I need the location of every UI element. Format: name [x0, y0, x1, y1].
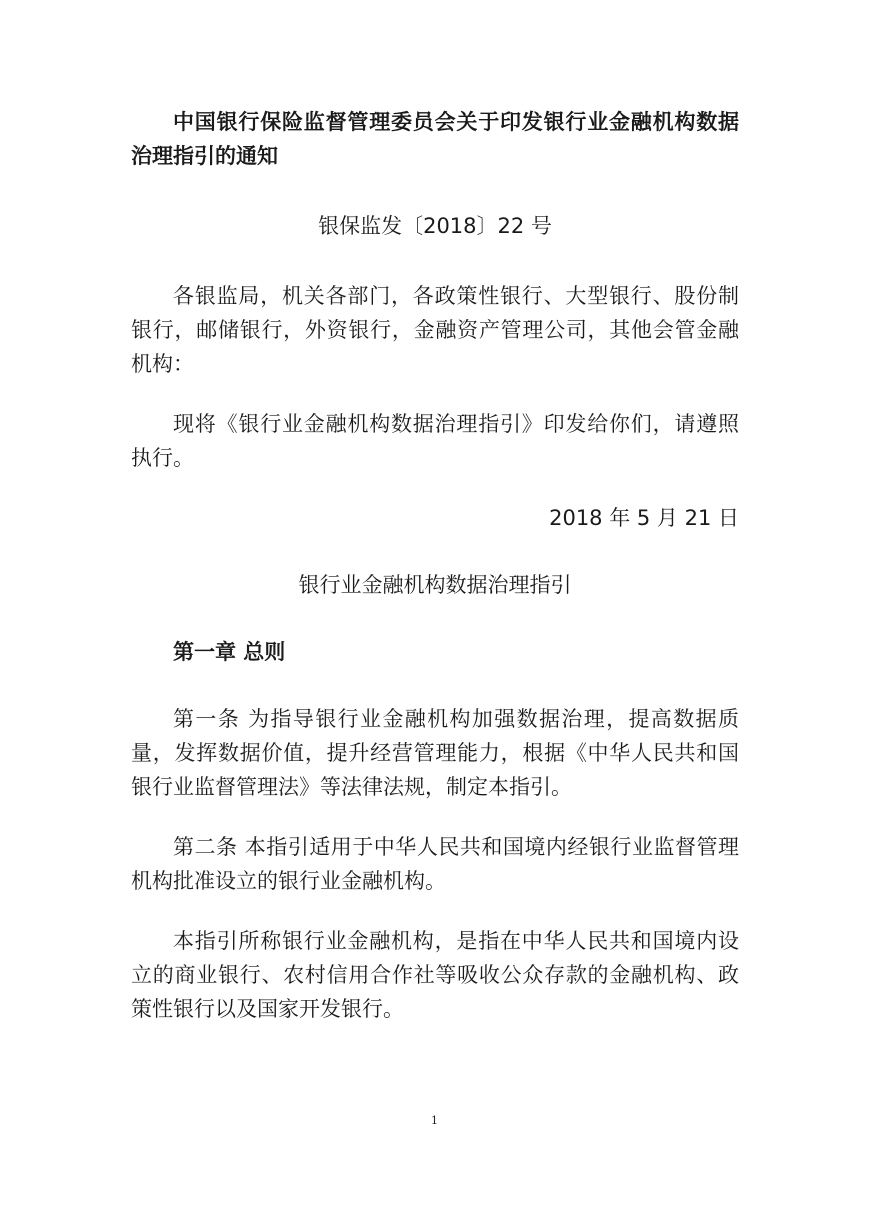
article-2-definition-paragraph: 本指引所称银行业金融机构，是指在中华人民共和国境内设立的商业银行、农村信用合作社等吸收公众存款的金融机构、政策性银行以及国家开发银行。 — [131, 929, 739, 1021]
guideline-title: 银行业金融机构数据治理指引 — [298, 573, 572, 597]
chapter-heading: 第一章 总则 — [173, 640, 286, 664]
article-2-paragraph: 第二条 本指引适用于中华人民共和国境内经银行业监督管理机构批准设立的银行业金融机构。 — [131, 835, 739, 893]
article-1-paragraph: 第一条 为指导银行业金融机构加强数据治理，提高数据质量，发挥数据价值，提升经营管理能力，根据《中华人民共和国银行业监督管理法》等法律法规，制定本指引。 — [131, 707, 739, 799]
document-title: 中国银行保险监督管理委员会关于印发银行业金融机构数据治理指引的通知 — [131, 110, 739, 168]
page-number: 1 — [431, 1114, 438, 1127]
addressees-paragraph: 各银监局，机关各部门，各政策性银行、大型银行、股份制银行，邮储银行，外资银行，金融资产管理公司，其他会管金融机构： — [131, 284, 739, 376]
page-content — [131, 100, 739, 1026]
notice-body-paragraph: 现将《银行业金融机构数据治理指引》印发给你们，请遵照执行。 — [131, 412, 739, 470]
issue-date: 2018 年 5 月 21 日 — [549, 506, 739, 530]
document-number: 银保监发〔2018〕22 号 — [318, 214, 552, 238]
